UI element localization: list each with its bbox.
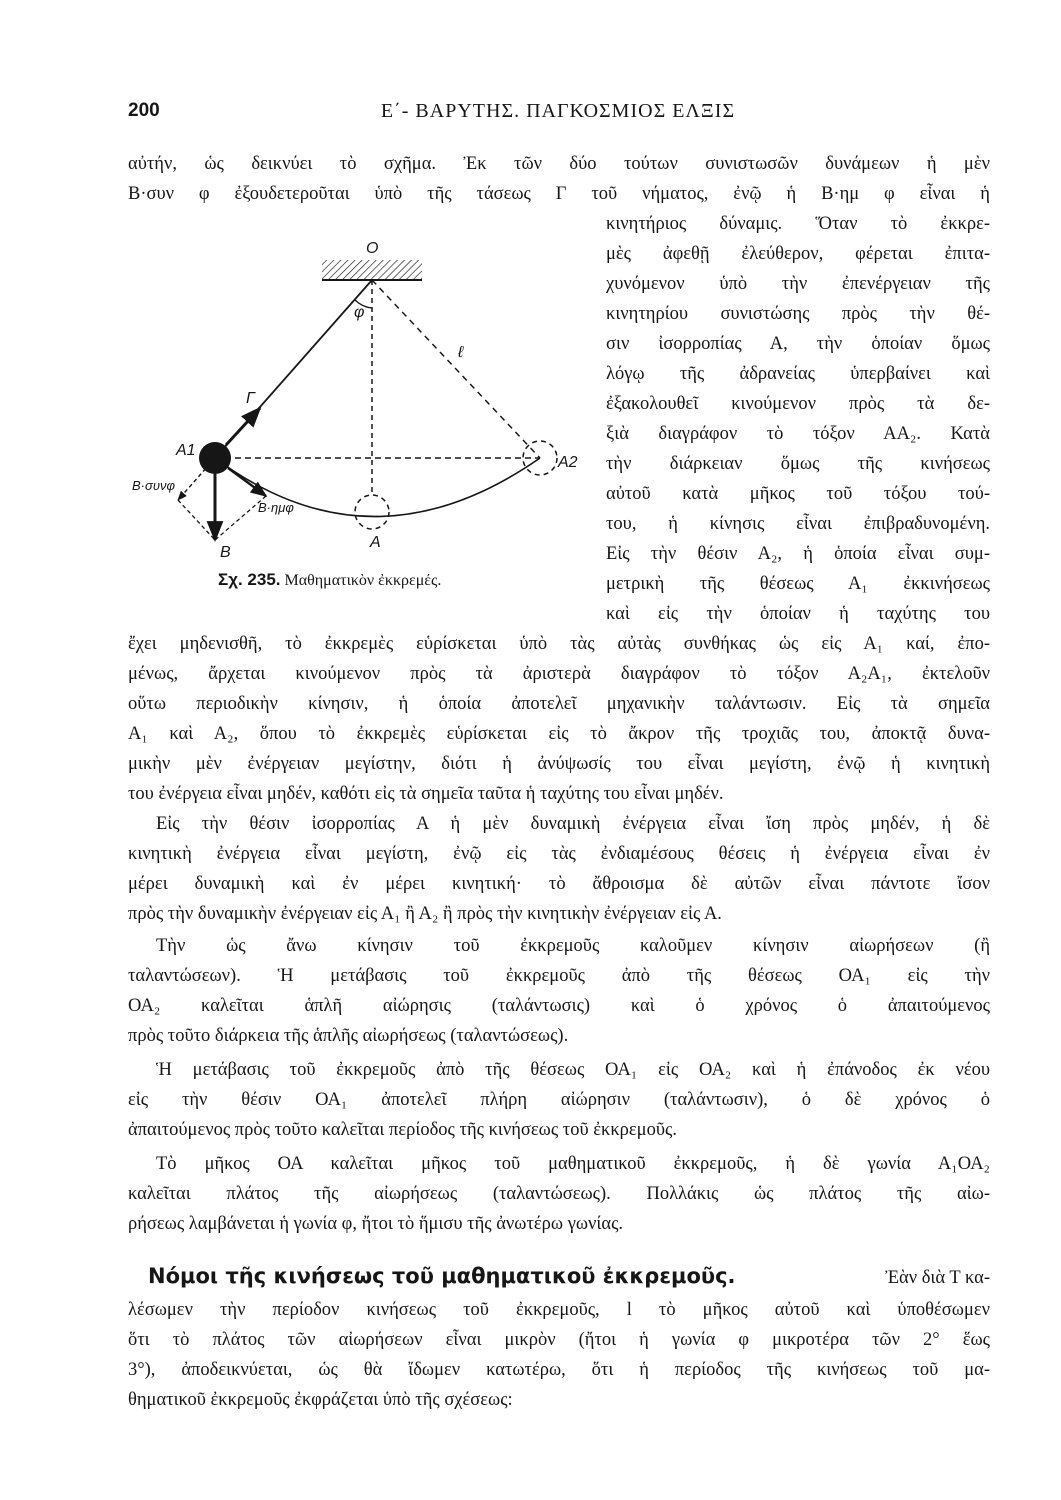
text-line: Α₁ καὶ Α₂, ὅπου τὸ ἐκκρεμὲς εὑρίσκεται εἰς τὸ ἄκρον τῆς τροχιᾶς του, ἀποκτᾷ δυνα- xyxy=(128,724,990,744)
bob-a xyxy=(355,495,389,529)
text-line: μὲς ἀφεθῇ ἐλεύθερον, φέρεται ἐπιτα- xyxy=(606,244,990,264)
text-line: ὅτι τὸ πλάτος τῶν αἰωρήσεων εἶναι μικρὸν (ἤτοι ἡ γωνία φ μικροτέρα τῶν 2° ἕως xyxy=(128,1330,990,1350)
parallelogram-edge xyxy=(178,500,215,540)
text-line: ΟΑ₂ καλεῖται ἁπλῆ αἰώρησις (ταλάντωσις) καὶ ὁ χρόνος ὁ ἀπαιτούμενος xyxy=(128,996,990,1016)
figure-number: Σχ. 235. xyxy=(218,570,281,589)
text-line: του, ἡ κίνησις εἶναι ἐπιβραδυνομένη. xyxy=(606,514,990,534)
text-line: Τὴν ὡς ἄνω κίνησιν τοῦ ἐκκρεμοῦς καλοῦμεν κίνησιν αἰωρήσεων (ἢ xyxy=(156,936,990,956)
figure-caption xyxy=(218,570,441,590)
text-line: ἀπαιτούμενος πρὸς τοῦτο καλεῖται περίοδος τῆς κινήσεως τοῦ ἐκκρεμοῦς. xyxy=(128,1120,677,1140)
text-line: καὶ εἰς τὴν ὁποίαν ἡ ταχύτης του xyxy=(606,604,990,624)
text-line: αὐτοῦ κατὰ μῆκος τοῦ τόξου τού- xyxy=(606,484,990,504)
label-l: ℓ xyxy=(458,344,464,361)
label-a: A xyxy=(370,534,381,551)
running-head: Ε΄- ΒΑΡΥΤΗΣ. ΠΑΓΚΟΣΜΙΟΣ ΕΛΞΙΣ xyxy=(380,100,736,122)
text-line: Εἰς τὴν θέσιν Α₂, ἡ ὁποία εἶναι συμ- xyxy=(606,544,990,564)
text-line: πρὸς τὴν δυναμικὴν ἐνέργειαν εἰς Α₁ ἢ Α₂ ἢ πρὸς τὴν κινητικὴν ἐνέργειαν εἰς Α. xyxy=(128,904,722,924)
text-line: μικὴν μὲν ἐνέργειαν μεγίστην, διότι ἡ ἀνύψωσίς του εἶναι μεγίστη, ἐνῷ ἡ κινητικὴ xyxy=(128,754,990,774)
text-line: μετρικὴ τῆς θέσεως Α₁ ἐκκινήσεως xyxy=(606,574,990,594)
label-b-imphi: B·ημφ xyxy=(258,500,294,515)
page-number: 200 xyxy=(128,100,160,121)
text-line: οὕτω περιοδικὴν κίνησιν, ἡ ὁποία ἀποτελεῖ μηχανικὴν ταλάντωσιν. Εἰς τὰ σημεῖα xyxy=(128,694,990,714)
text-line: μένως, ἄρχεται κινούμενον πρὸς τὰ ἀριστερὰ διαγράφον τὸ τόξον Α₂Α₁, ἐκτελοῦν xyxy=(128,664,990,684)
text-line: 3°), ἀποδεικνύεται, ὡς θὰ ἴδωμεν κατωτέρω, ὅτι ἡ περίοδος τῆς κινήσεως τοῦ μα- xyxy=(128,1360,990,1380)
label-b-synphi: B·συνφ xyxy=(132,478,175,493)
label-b: B xyxy=(220,544,231,561)
text-line: εἰς τὴν θέσιν ΟΑ₁ ἀποτελεῖ πλήρη αἰώρησιν (ταλάντωσιν), ὁ δὲ χρόνος ὁ xyxy=(128,1090,990,1110)
text-line: κινητηρίου συνιστώσης πρὸς τὴν θέ- xyxy=(606,304,990,324)
text-line: ρήσεως λαμβάνεται ἡ γωνία φ, ἤτοι τὸ ἥμισυ τῆς ἀνωτέρω γωνίας. xyxy=(128,1214,624,1234)
text-line: Ἡ μετάβασις τοῦ ἐκκρεμοῦς ἀπὸ τῆς θέσεως ΟΑ₁ εἰς ΟΑ₂ καὶ ἡ ἐπάνοδος ἐκ νέου xyxy=(156,1060,990,1080)
text-line: πρὸς τοῦτο διάρκεια τῆς ἁπλῆς αἰωρήσεως (ταλαντώσεως). xyxy=(128,1026,569,1046)
label-o: O xyxy=(366,240,379,257)
text-line: κινητικὴ ἐνέργεια εἶναι μεγίστη, ἐνῷ εἰς τὰς ἐνδιαμέσους θέσεις ἡ ἐνέργεια εἶναι ἐν xyxy=(128,844,990,864)
text-line: Τὸ μῆκος ΟΑ καλεῖται μῆκος τοῦ μαθηματικοῦ ἐκκρεμοῦς, ἡ δὲ γωνία Α₁ΟΑ₂ xyxy=(156,1154,990,1174)
text-line: ξιὰ διαγράφον τὸ τόξον ΑΑ₂. Κατὰ xyxy=(606,424,990,444)
text-line: Β·συν φ ἐξουδετεροῦται ὑπὸ τῆς τάσεως Γ τοῦ νήματος, ἐνῷ ἡ Β·ημ φ εἶναι ἡ xyxy=(128,184,990,204)
text-line: λέσωμεν τὴν περίοδον κινήσεως τοῦ ἐκκρεμοῦς, l τὸ μῆκος αὐτοῦ καὶ ὑποθέσωμεν xyxy=(128,1300,990,1320)
text-line: Εἰς τὴν θέσιν ἰσορροπίας Α ἡ μὲν δυναμικὴ ἐνέργεια εἶναι ἴση πρὸς μηδέν, ἡ δὲ xyxy=(156,814,990,834)
text-line: μέρει δυναμικὴ καὶ ἐν μέρει κινητική· τὸ ἄθροισμα δὲ αὐτῶν εἶναι πάντοτε ἴσον xyxy=(128,874,990,894)
text-line: σιν ἰσορροπίας Α, τὴν ὁποίαν ὅμως xyxy=(606,334,990,354)
text-line: χυνόμενον ὑπὸ τὴν ἐπενέργειαν τῆς xyxy=(606,274,990,294)
text-line: λόγῳ τῆς ἀδρανείας ὑπερβαίνει καὶ xyxy=(606,364,990,384)
figure-caption-text: Μαθηματικὸν ἐκκρεμές. xyxy=(284,572,442,589)
text-line: ἐξακολουθεῖ κινούμενον πρὸς τὰ δε- xyxy=(606,394,990,414)
label-a2: A2 xyxy=(558,454,578,471)
label-phi: φ xyxy=(354,304,365,321)
pendulum-figure xyxy=(120,240,600,600)
text-line: ταλαντώσεων). Ἡ μετάβασις τοῦ ἐκκρεμοῦς ἀπὸ τῆς θέσεως ΟΑ₁ εἰς τὴν xyxy=(128,966,990,986)
page-header xyxy=(128,100,988,132)
section-text: Ἐὰν διὰ Τ κα- xyxy=(885,1268,990,1288)
label-a1: A1 xyxy=(176,442,196,459)
text-line: τὴν διάρκειαν ὅμως τῆς κινήσεως xyxy=(606,454,990,474)
text-line: κινητήριος δύναμις. Ὅταν τὸ ἐκκρε- xyxy=(606,214,990,234)
pendulum-diagram xyxy=(120,240,600,600)
text-line: καλεῖται πλάτος τῆς αἰωρήσεως (ταλαντώσεως). Πολλάκις ὡς πλάτος τῆς αἰω- xyxy=(128,1184,990,1204)
ceiling-support xyxy=(322,260,422,280)
text-line: αὐτήν, ὡς δεικνύει τὸ σχῆμα. Ἐκ τῶν δύο τούτων συνιστωσῶν δυνάμεων ἡ μὲν xyxy=(128,154,990,174)
text-line: του ἐνέργεια εἶναι μηδέν, καθότι εἰς τὰ σημεῖα ταῦτα ἡ ταχύτης του εἶναι μηδέν. xyxy=(128,784,724,804)
section-title: Νόμοι τῆς κινήσεως τοῦ μαθηματικοῦ ἐκκρεμοῦς. xyxy=(148,1264,736,1288)
label-gamma: Γ xyxy=(246,390,256,407)
text-line: ἔχει μηδενισθῆ, τὸ ἐκκρεμὲς εὑρίσκεται ὑπὸ τὰς αὐτὰς συνθήκας ὡς εἰς Α₁ καί, ἐπο- xyxy=(128,634,990,654)
tangential-arrow xyxy=(228,468,266,496)
string-a2 xyxy=(372,280,540,458)
tension-arrow xyxy=(226,408,260,445)
text-line: θηματικοῦ ἐκκρεμοῦς ἐκφράζεται ὑπὸ τῆς σχέσεως: xyxy=(128,1390,513,1410)
bob-a1 xyxy=(199,442,231,474)
section-heading-line xyxy=(148,1262,990,1292)
